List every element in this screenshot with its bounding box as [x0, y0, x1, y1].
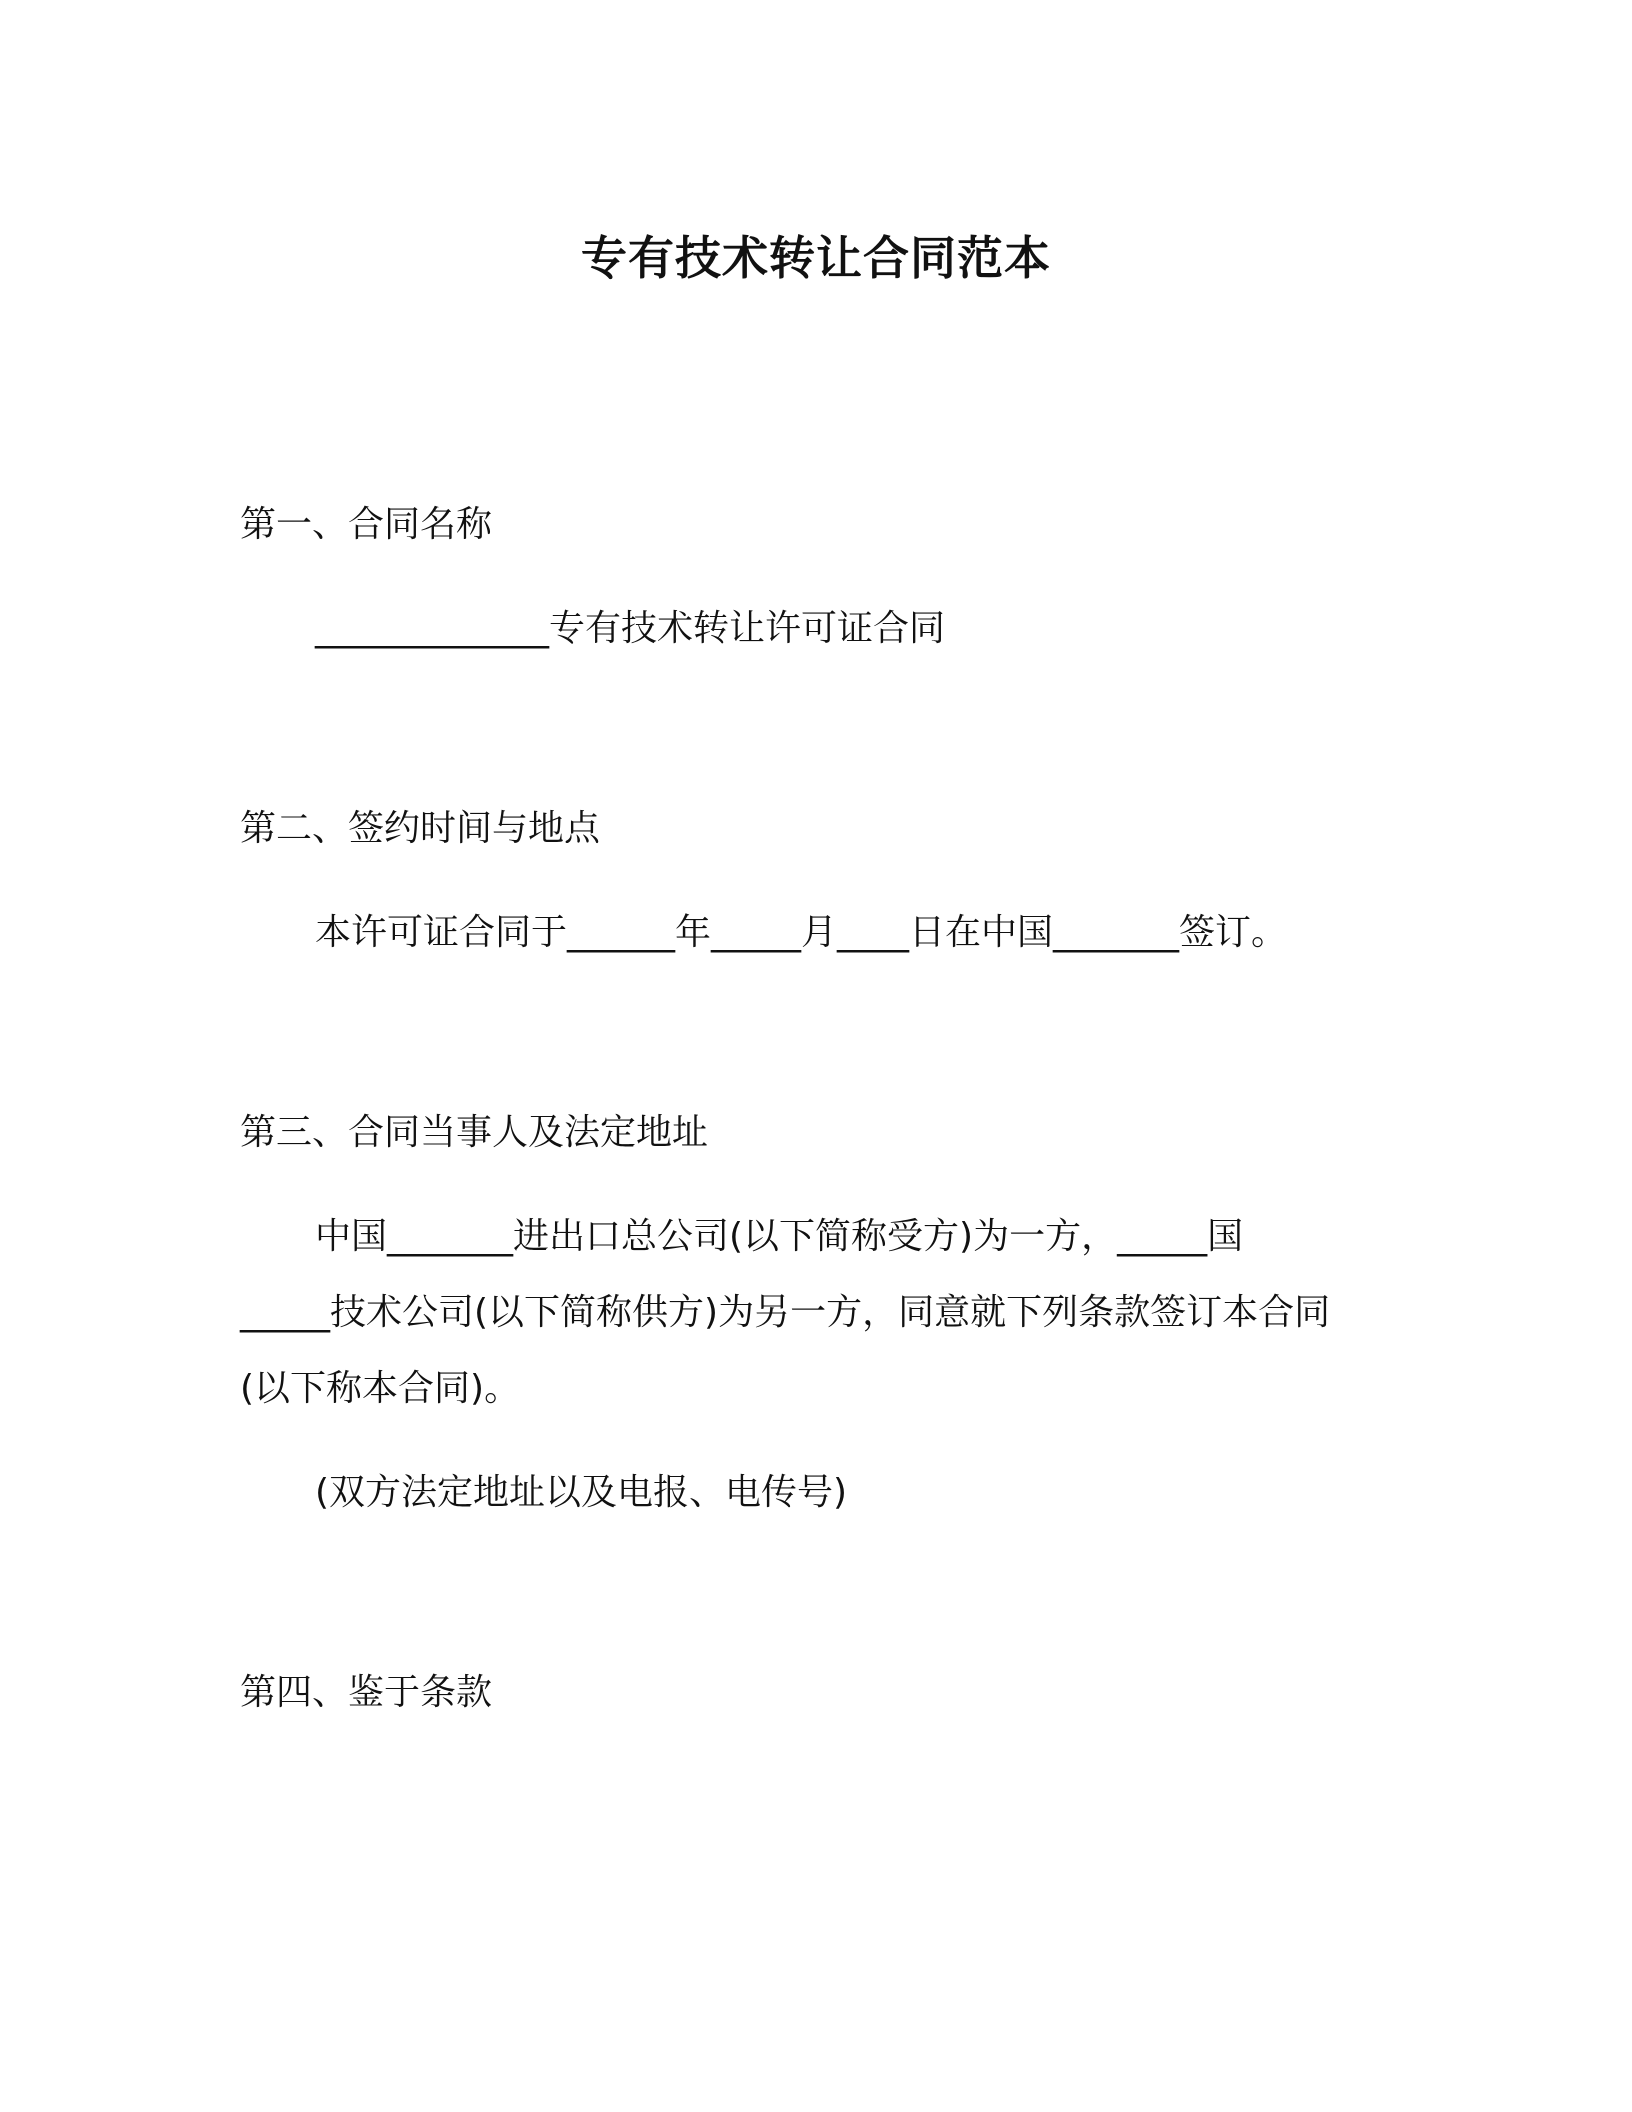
- section-heading-2: 第二、签约时间与地点: [240, 808, 601, 849]
- section-3-line-1: 中国_______进出口总公司(以下简称受方)为一方，_____国: [315, 1216, 1244, 1257]
- section-3-line-4: (双方法定地址以及电报、电传号): [315, 1472, 848, 1513]
- section-heading-1: 第一、合同名称: [240, 504, 493, 545]
- section-heading-4: 第四、鉴于条款: [240, 1672, 493, 1713]
- section-heading-3: 第三、合同当事人及法定地址: [240, 1112, 709, 1153]
- section-3-line-3: (以下称本合同)。: [240, 1368, 521, 1409]
- section-1-line-1: _____________专有技术转让许可证合同: [315, 608, 946, 649]
- document-title: 专有技术转让合同范本: [581, 231, 1051, 285]
- section-3-line-2: _____技术公司(以下简称供方)为另一方，同意就下列条款签订本合同: [240, 1292, 1331, 1333]
- section-2-line-1: 本许可证合同于______年_____月____日在中国_______签订。: [315, 912, 1288, 953]
